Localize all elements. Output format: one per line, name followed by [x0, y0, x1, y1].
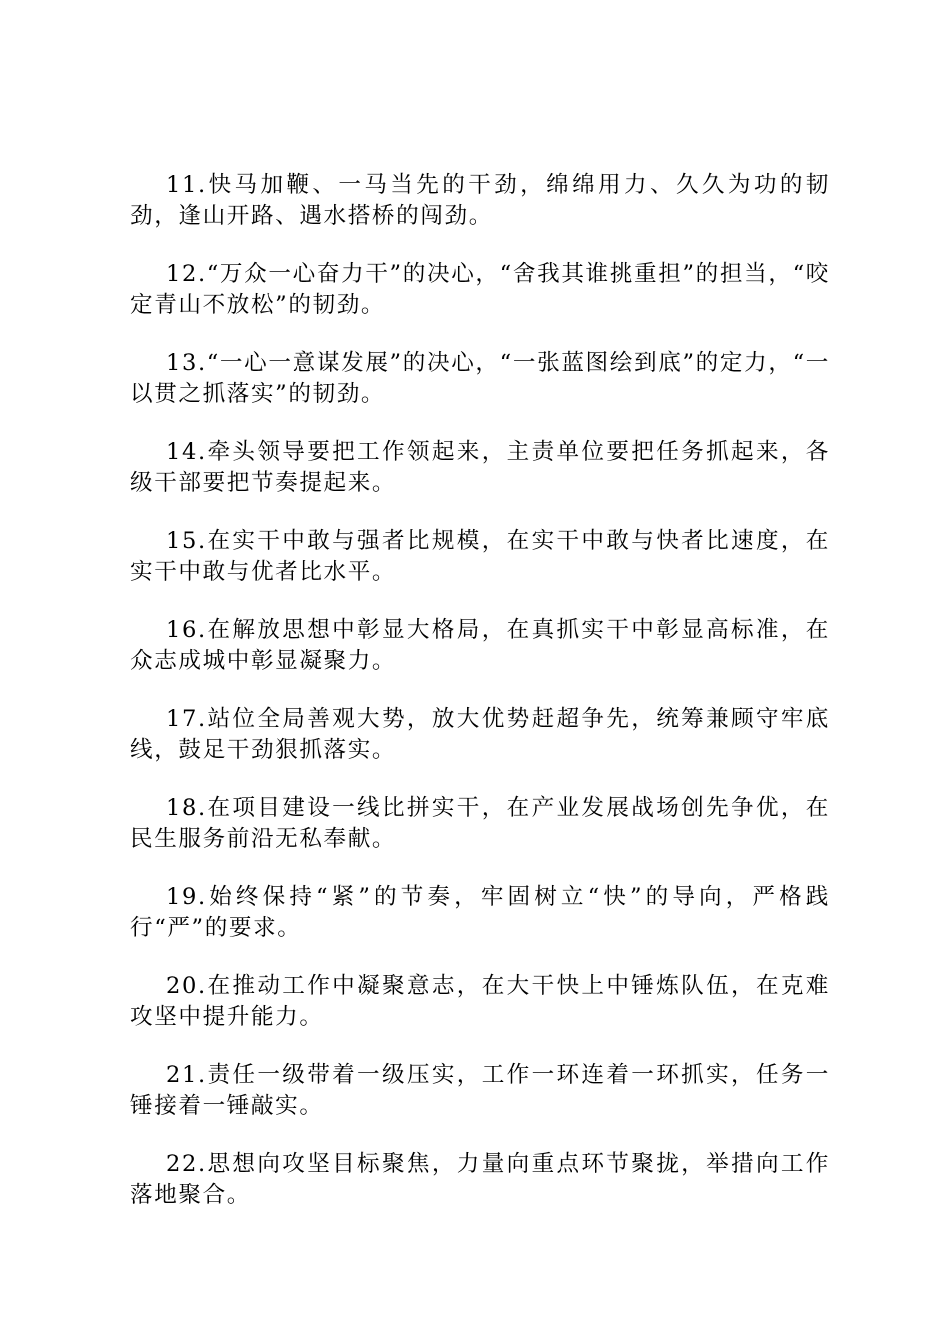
document-body	[130, 170, 830, 1238]
paragraph-14: 14.牵头领导要把工作领起来，主责单位要把任务抓起来，各级干部要把节奏提起来。	[130, 439, 830, 496]
paragraph-13: 13.“一心一意谋发展”的决心，“一张蓝图绘到底”的定力，“一以贯之抓落实”的韧劲。	[130, 350, 830, 407]
paragraph-16: 16.在解放思想中彰显大格局，在真抓实干中彰显高标准，在众志成城中彰显凝聚力。	[130, 617, 830, 674]
paragraph-22: 22.思想向攻坚目标聚焦，力量向重点环节聚拢，举措向工作落地聚合。	[130, 1151, 830, 1208]
paragraph-19: 19.始终保持“紧”的节奏，牢固树立“快”的导向，严格践行“严”的要求。	[130, 884, 830, 941]
paragraph-21: 21.责任一级带着一级压实，工作一环连着一环抓实，任务一锤接着一锤敲实。	[130, 1062, 830, 1119]
paragraph-11: 11.快马加鞭、一马当先的干劲，绵绵用力、久久为功的韧劲，逢山开路、遇水搭桥的闯劲。	[130, 172, 830, 229]
paragraph-12: 12.“万众一心奋力干”的决心，“舍我其谁挑重担”的担当，“咬定青山不放松”的韧劲。	[130, 261, 830, 318]
paragraph-17: 17.站位全局善观大势，放大优势赶超争先，统筹兼顾守牢底线，鼓足干劲狠抓落实。	[130, 706, 830, 763]
paragraph-18: 18.在项目建设一线比拼实干，在产业发展战场创先争优，在民生服务前沿无私奉献。	[130, 795, 830, 852]
paragraph-20: 20.在推动工作中凝聚意志，在大干快上中锤炼队伍，在克难攻坚中提升能力。	[130, 973, 830, 1030]
paragraph-15: 15.在实干中敢与强者比规模，在实干中敢与快者比速度，在实干中敢与优者比水平。	[130, 528, 830, 585]
